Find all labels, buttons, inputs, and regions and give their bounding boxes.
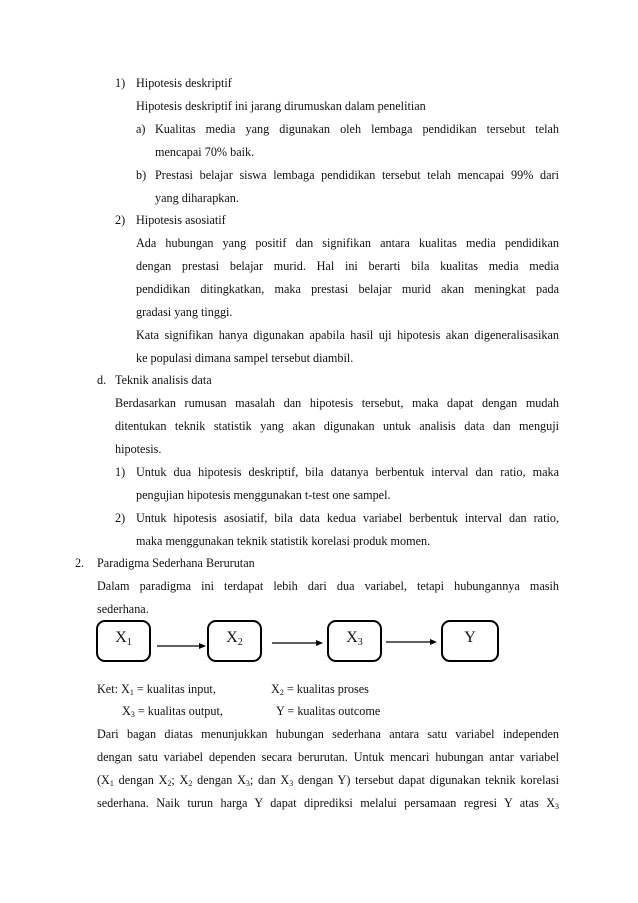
closing-l3-s2: 2 (167, 779, 172, 788)
node-y (441, 620, 499, 662)
legend-x2 (271, 678, 369, 701)
node-x2-label: X (226, 629, 238, 646)
item2-p1-line2: dengan prestasi belajar murid. Hal ini berarti bila kualitas media media (136, 259, 559, 273)
item1-a-label: a) (136, 122, 146, 136)
closing-l3-s1: 1 (109, 779, 114, 788)
item1-number: 1) (115, 76, 126, 90)
legend-x1-text: = kualitas input, (133, 682, 216, 696)
item1-b-line2: yang diharapkan. (155, 191, 239, 205)
node-x3-label: X (346, 629, 358, 646)
section-d-i1-number: 1) (115, 465, 126, 479)
closing-l3-a: (X (97, 773, 110, 787)
node-x2-sub: 2 (237, 637, 243, 648)
closing-l3-c: ; X (171, 773, 189, 787)
item2-p1-line1: Ada hubungan yang positif dan signifikan antara kualitas media pendidikan (136, 236, 559, 250)
section-d-label: d. (97, 373, 107, 387)
item2-number: 2) (115, 213, 126, 227)
legend-y: Y = kualitas outcome (276, 704, 381, 718)
section-d-i1-line1: Untuk dua hipotesis deskriptif, bila datanya berbentuk interval dan ratio, maka (136, 465, 559, 479)
closing-l3-e: ; dan X (249, 773, 290, 787)
section-d-i2-number: 2) (115, 511, 126, 525)
section-d-p-line3: hipotesis. (115, 442, 162, 456)
node-x1-sub: 1 (126, 637, 132, 648)
section2-p-line2: sederhana. (97, 602, 149, 616)
item2-title: Hipotesis asosiatif (136, 213, 226, 227)
node-x2 (207, 620, 262, 662)
node-y-label: Y (464, 629, 476, 646)
node-x1 (96, 620, 151, 662)
legend-x3 (122, 700, 223, 723)
legend-sub3: 3 (130, 710, 135, 719)
closing-line2: dengan satu variabel dependen secara berurutan. Untuk mencari hubungan antar variabel (97, 750, 559, 764)
section-d-i2-line2: maka menggunakan teknik statistik korelasi produk momen. (136, 534, 431, 548)
closing-l4-a: sederhana. Naik turun harga Y dapat diprediksi melalui persamaan regresi Y atas X (97, 796, 555, 810)
item1-title: Hipotesis deskriptif (136, 76, 232, 90)
item1-description: Hipotesis deskriptif ini jarang dirumuskan dalam penelitian (136, 99, 426, 113)
arrow-x2-x3 (272, 640, 324, 648)
section-d-p-line1: Berdasarkan rumusan masalah dan hipotesis tersebut, maka dapat dengan mudah (115, 396, 559, 410)
section-d-i2-line1: Untuk hipotesis asosiatif, bila data kedua variabel berbentuk interval dan ratio, (136, 511, 559, 525)
item2-p1-line3: pendidikan ditingkatkan, maka prestasi belajar murid akan meningkat pada (136, 282, 559, 296)
legend-sub2: 2 (279, 688, 284, 697)
node-x1-label: X (115, 629, 127, 646)
arrow-x3-y (386, 639, 438, 647)
item2-p2-line1: Kata signifikan hanya digunakan apabila hasil uji hipotesis akan digeneralisasikan (136, 328, 559, 342)
closing-l3-s3: 2 (188, 779, 193, 788)
item1-a-line2: mencapai 70% baik. (155, 145, 255, 159)
section-d-i1-line2: pengujian hipotesis menggunakan t-test one sampel. (136, 488, 391, 502)
section-d-title: Teknik analisis data (115, 373, 212, 387)
legend-x2-pre: X (271, 682, 280, 696)
item2-p1-line4: gradasi yang tinggi. (136, 305, 233, 319)
closing-l3-s4: 3 (245, 779, 250, 788)
legend-sub1: 1 (129, 688, 134, 697)
arrow-x1-x2 (157, 643, 207, 651)
closing-l3-b: dengan X (113, 773, 168, 787)
closing-l4-s: 3 (555, 802, 559, 811)
closing-l3-d: dengan X (192, 773, 246, 787)
legend-x1 (97, 678, 216, 701)
legend-x3-pre: X (122, 704, 131, 718)
closing-l3-s5: 3 (289, 779, 294, 788)
item2-p2-line2: ke populasi dimana sampel tersebut diambil. (136, 351, 354, 365)
closing-line1: Dari bagan diatas menunjukkan hubungan sederhana antara satu variabel independen (97, 727, 559, 741)
item1-b-label: b) (136, 168, 147, 182)
section-d-p-line2: ditentukan teknik statistik yang akan digunakan untuk analisis data dan menguji (115, 419, 559, 433)
item1-a-line1: Kualitas media yang digunakan oleh lembaga pendidikan tersebut telah (155, 122, 559, 136)
legend-x2-text: = kualitas proses (283, 682, 369, 696)
closing-line3 (97, 769, 559, 792)
legend-ket: Ket: X (97, 682, 130, 696)
section2-title: Paradigma Sederhana Berurutan (97, 556, 255, 570)
closing-line4 (97, 792, 559, 815)
closing-l3-f: dengan Y) tersebut dapat digunakan teknik korelasi (293, 773, 559, 787)
legend-x3-text: = kualitas output, (134, 704, 223, 718)
section2-number: 2. (75, 556, 85, 570)
section2-p-line1: Dalam paradigma ini terdapat lebih dari dua variabel, tetapi hubungannya masih (97, 579, 559, 593)
node-x3 (327, 620, 382, 662)
node-x3-sub: 3 (357, 637, 363, 648)
item1-b-line1: Prestasi belajar siswa lembaga pendidikan tersebut telah mencapai 99% dari (155, 168, 559, 182)
